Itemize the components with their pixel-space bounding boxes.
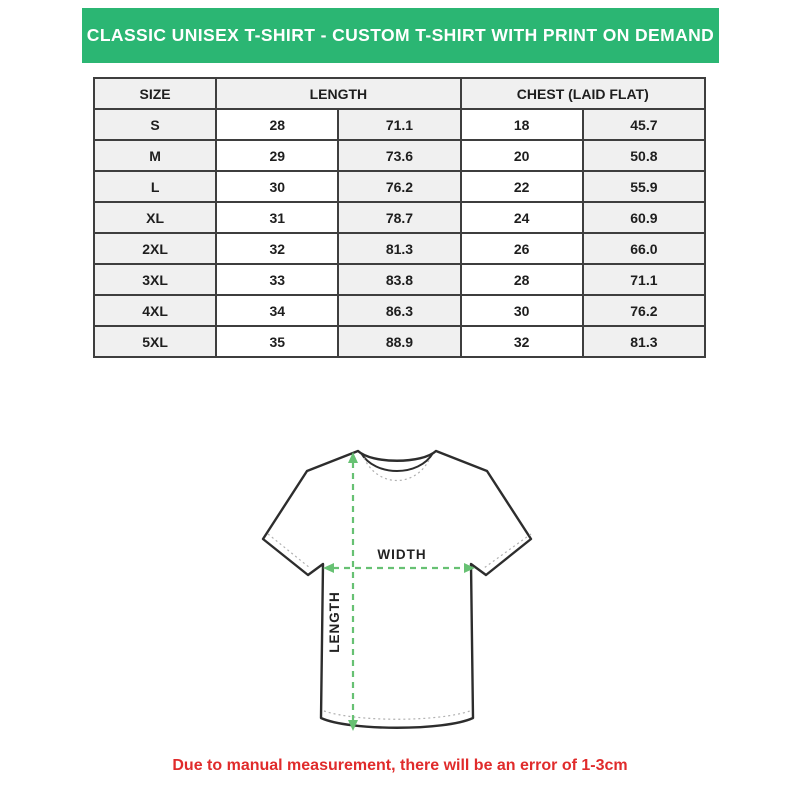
header-size: SIZE <box>94 78 216 109</box>
length-cm-cell: 76.2 <box>338 171 460 202</box>
tshirt-outline-drawing <box>247 436 552 746</box>
length-cm-cell: 86.3 <box>338 295 460 326</box>
header-chest: CHEST (LAID FLAT) <box>461 78 705 109</box>
table-row <box>94 295 705 326</box>
size-cell: M <box>94 140 216 171</box>
chest-in-cell: 32 <box>461 326 583 357</box>
length-in-cell: 29 <box>216 140 338 171</box>
chest-in-cell: 30 <box>461 295 583 326</box>
chest-in-cell: 20 <box>461 140 583 171</box>
length-in-cell: 32 <box>216 233 338 264</box>
size-table-container <box>93 77 706 358</box>
chest-cm-cell: 66.0 <box>583 233 705 264</box>
chest-cm-cell: 60.9 <box>583 202 705 233</box>
length-label: LENGTH <box>327 591 342 653</box>
chest-in-cell: 18 <box>461 109 583 140</box>
chest-cm-cell: 55.9 <box>583 171 705 202</box>
size-table <box>93 77 706 358</box>
table-row <box>94 140 705 171</box>
table-row <box>94 109 705 140</box>
chest-cm-cell: 76.2 <box>583 295 705 326</box>
header-length: LENGTH <box>216 78 460 109</box>
chest-cm-cell: 45.7 <box>583 109 705 140</box>
tshirt-measurement-diagram <box>247 436 552 746</box>
size-cell: XL <box>94 202 216 233</box>
table-row <box>94 171 705 202</box>
chest-cm-cell: 71.1 <box>583 264 705 295</box>
chest-cm-cell: 81.3 <box>583 326 705 357</box>
chest-cm-cell: 50.8 <box>583 140 705 171</box>
page-title: CLASSIC UNISEX T-SHIRT - CUSTOM T-SHIRT WITH PRINT ON DEMAND <box>86 25 715 45</box>
chest-in-cell: 22 <box>461 171 583 202</box>
length-in-cell: 31 <box>216 202 338 233</box>
size-cell: 5XL <box>94 326 216 357</box>
length-cm-cell: 88.9 <box>338 326 460 357</box>
width-label: WIDTH <box>377 547 427 562</box>
size-cell: 4XL <box>94 295 216 326</box>
length-in-cell: 30 <box>216 171 338 202</box>
size-cell: 2XL <box>94 233 216 264</box>
length-in-cell: 28 <box>216 109 338 140</box>
length-cm-cell: 78.7 <box>338 202 460 233</box>
length-cm-cell: 81.3 <box>338 233 460 264</box>
table-row <box>94 202 705 233</box>
chest-in-cell: 28 <box>461 264 583 295</box>
measurement-error-note: Due to manual measurement, there will be an error of 1-3cm <box>172 757 628 774</box>
title-banner <box>82 8 719 63</box>
length-in-cell: 34 <box>216 295 338 326</box>
chest-in-cell: 26 <box>461 233 583 264</box>
chest-in-cell: 24 <box>461 202 583 233</box>
size-cell: S <box>94 109 216 140</box>
length-cm-cell: 71.1 <box>338 109 460 140</box>
size-cell: 3XL <box>94 264 216 295</box>
size-cell: L <box>94 171 216 202</box>
length-in-cell: 35 <box>216 326 338 357</box>
length-in-cell: 33 <box>216 264 338 295</box>
table-row <box>94 233 705 264</box>
table-row <box>94 326 705 357</box>
length-cm-cell: 73.6 <box>338 140 460 171</box>
table-header-row <box>94 78 705 109</box>
tshirt-body-outline <box>263 451 531 728</box>
length-cm-cell: 83.8 <box>338 264 460 295</box>
table-row <box>94 264 705 295</box>
